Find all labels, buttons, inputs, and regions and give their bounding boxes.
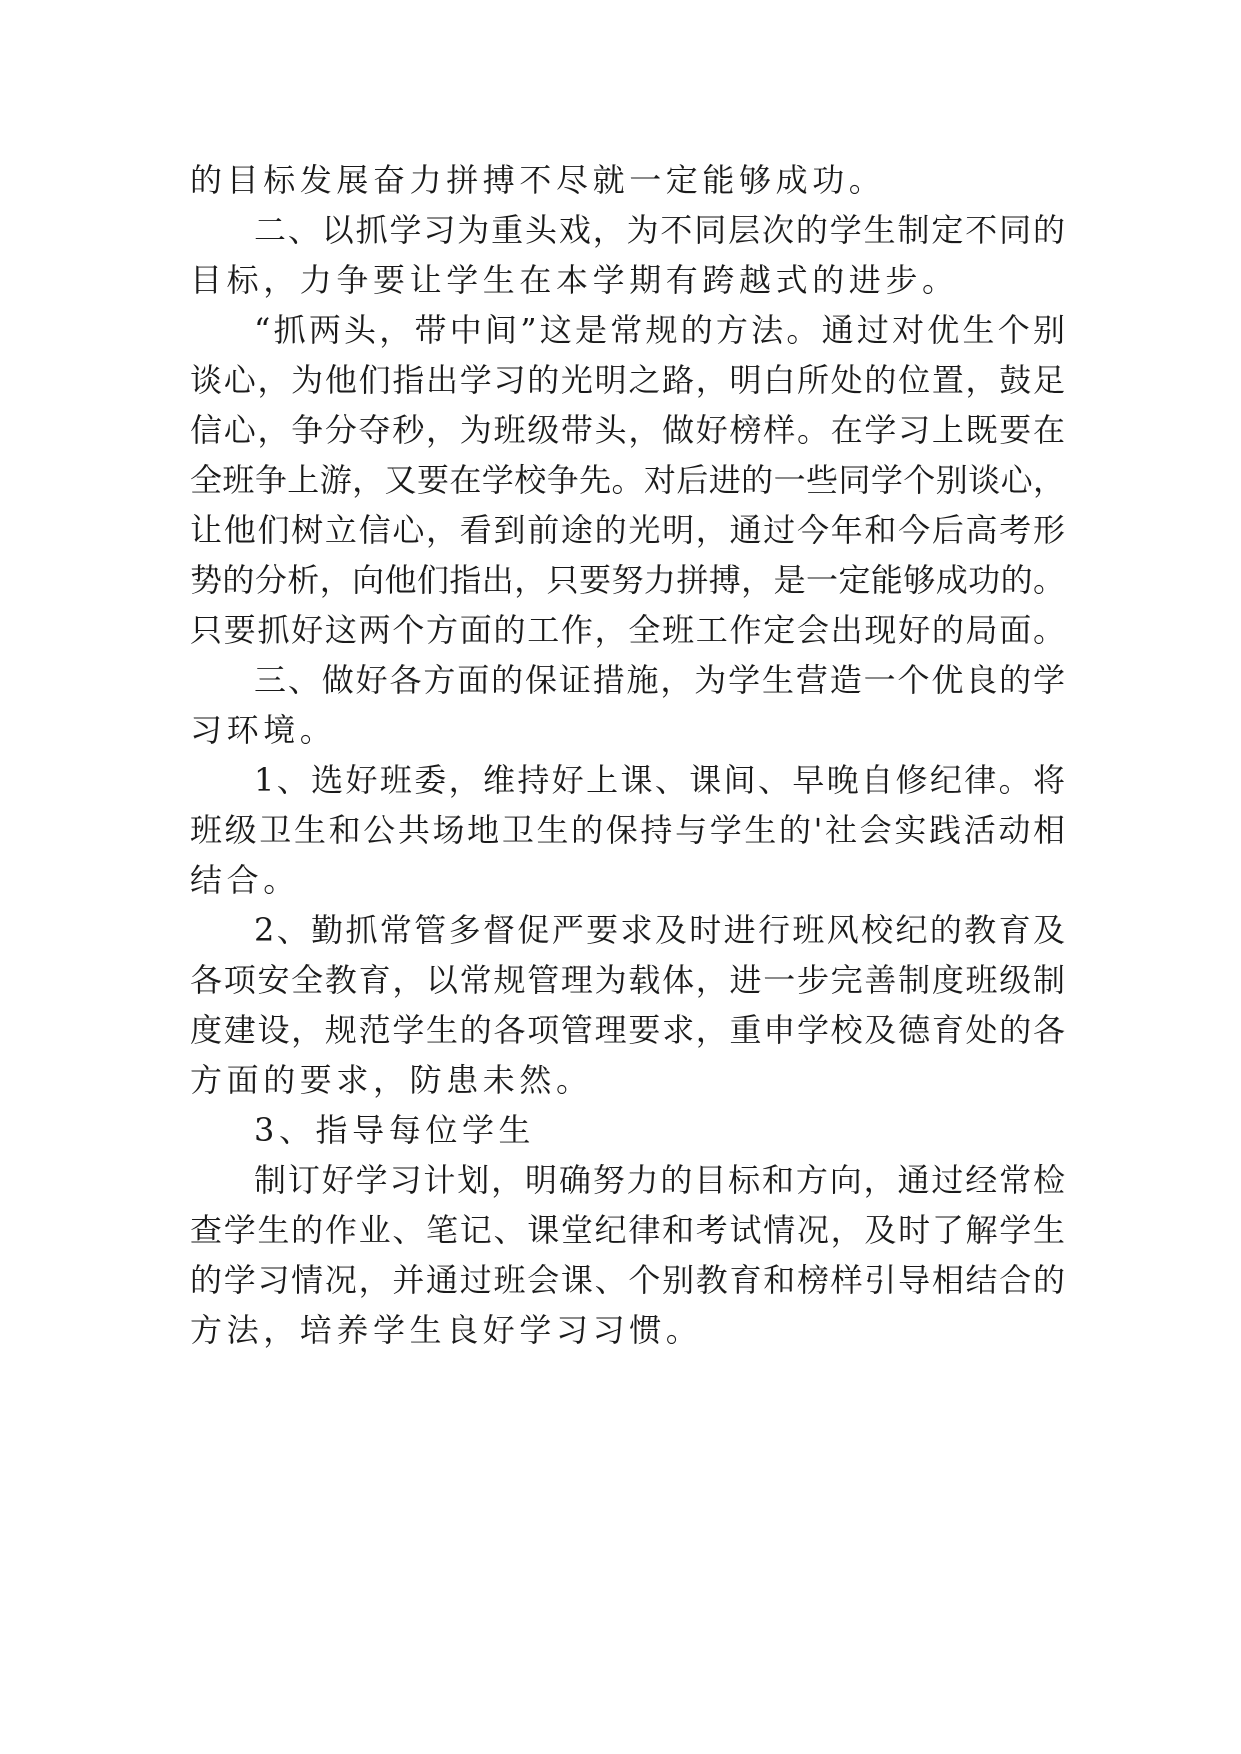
list-item-line: 结合。 (190, 861, 300, 899)
list-item-line: 度建设，规范学生的各项管理要求，重申学校及德育处的各 (190, 1011, 1065, 1049)
paragraph-line: 查学生的作业、笔记、课堂纪律和考试情况，及时了解学生 (190, 1211, 1065, 1249)
section-heading-line: 习环境。 (190, 711, 337, 749)
paragraph-line: 的学习情况，并通过班会课、个别教育和榜样引导相结合的 (190, 1261, 1065, 1299)
paragraph-line: 谈心，为他们指出学习的光明之路，明白所处的位置，鼓足 (190, 361, 1065, 399)
paragraph-line: 只要抓好这两个方面的工作，全班工作定会出现好的局面。 (190, 611, 1065, 649)
section-heading-line: 目标，力争要让学生在本学期有跨越式的进步。 (190, 261, 959, 299)
paragraph-line: 的目标发展奋力拼搏不尽就一定能够成功。 (190, 161, 886, 199)
list-item-line: 2、勤抓常管多督促严要求及时进行班风校纪的教育及 (254, 911, 1065, 949)
section-heading-line: 三、做好各方面的保证措施，为学生营造一个优良的学 (254, 661, 1065, 699)
section-heading-line: 二、以抓学习为重头戏，为不同层次的学生制定不同的 (254, 211, 1065, 249)
paragraph-line: 方法，培养学生良好学习习惯。 (190, 1311, 703, 1349)
list-item-line: 班级卫生和公共场地卫生的保持与学生的'社会实践活动相 (190, 811, 1065, 849)
list-item-line: 3、指导每位学生 (254, 1111, 536, 1149)
paragraph-line: 让他们树立信心，看到前途的光明，通过今年和今后高考形 (190, 511, 1065, 549)
paragraph-line: 全班争上游，又要在学校争先。对后进的一些同学个别谈心， (190, 461, 1065, 499)
paragraph-line: “抓两头，带中间”这是常规的方法。通过对优生个别 (254, 311, 1065, 349)
paragraph-line: 势的分析，向他们指出，只要努力拼搏，是一定能够成功的。 (190, 561, 1065, 599)
list-item-line: 各项安全教育，以常规管理为载体，进一步完善制度班级制 (190, 961, 1065, 999)
document-body (190, 155, 1065, 1355)
paragraph-line: 制订好学习计划，明确努力的目标和方向，通过经常检 (254, 1161, 1065, 1199)
list-item-line: 1、选好班委，维持好上课、课间、早晚自修纪律。将 (254, 761, 1065, 799)
paragraph-line: 信心，争分夺秒，为班级带头，做好榜样。在学习上既要在 (190, 411, 1065, 449)
list-item-line: 方面的要求，防患未然。 (190, 1061, 593, 1099)
